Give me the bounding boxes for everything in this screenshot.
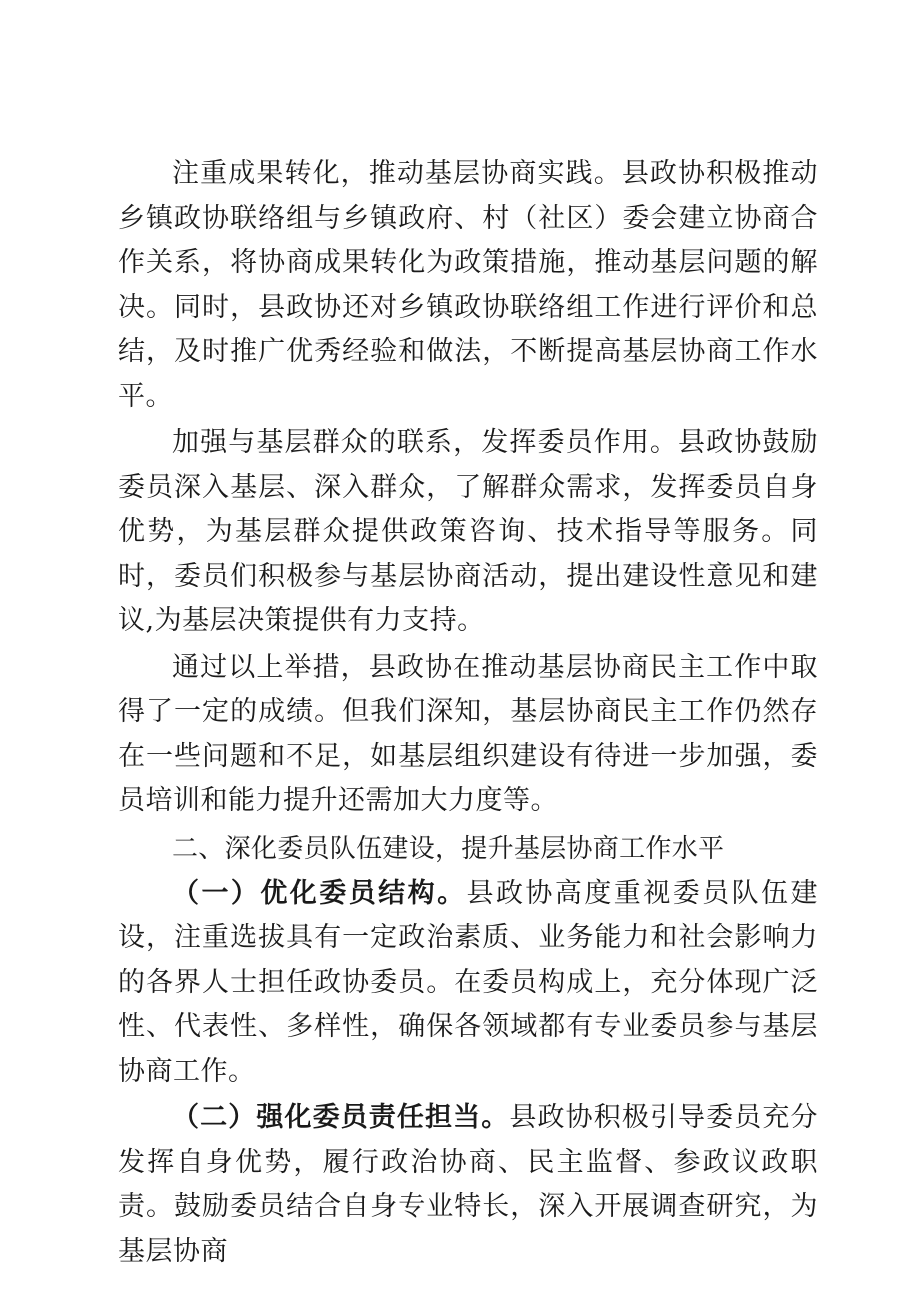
item-optimize-structure-lead: （一）优化委员结构。 [172, 877, 467, 909]
item-optimize-structure [118, 872, 818, 1095]
item-strengthen-responsibility-body: 县政协积极引导委员充分发挥自身优势，履行政治协商、民主监督、参政议政职责。鼓励委员结合自身专业特长，深入开展调查研究，为基层协商 [118, 1102, 819, 1267]
item-strengthen-responsibility-lead: （二）强化委员责任担当。 [172, 1102, 510, 1133]
item-optimize-structure-body: 县政协高度重视委员队伍建设，注重选拔具有一定政治素质、业务能力和社会影响力的各界人士担任政协委员。在委员构成上，充分体现广泛性、代表性、多样性，确保各领域都有专业委员参与基层协商工作。 [118, 877, 819, 1087]
paragraph-results-conversion: 注重成果转化，推动基层协商实践。县政协积极推动乡镇政协联络组与乡镇政府、村（社区）委会建立协商合作关系，将协商成果转化为政策措施，推动基层问题的解决。同时，县政协还对乡镇政协联络组工作进行评价和总结，及时推广优秀经验和做法，不断提高基层协商工作水平。 [118, 158, 818, 412]
paragraph-grassroots-contact: 加强与基层群众的联系，发挥委员作用。县政协鼓励委员深入基层、深入群众，了解群众需求，发挥委员自身优势，为基层群众提供政策咨询、技术指导等服务。同时，委员们积极参与基层协商活动，提出建设性意见和建议,为基层决策提供有力支持。 [118, 427, 818, 636]
item-strengthen-responsibility [118, 1096, 818, 1274]
document-page [118, 152, 818, 1274]
paragraph-achievements: 通过以上举措，县政协在推动基层协商民主工作中取得了一定的成绩。但我们深知，基层协商民主工作仍然存在一些问题和不足，如基层组织建设有待进一步加强，委员培训和能力提升还需加大力度等。 [118, 651, 818, 816]
section-heading: 二、深化委员队伍建设，提升基层协商工作水平 [172, 833, 725, 864]
